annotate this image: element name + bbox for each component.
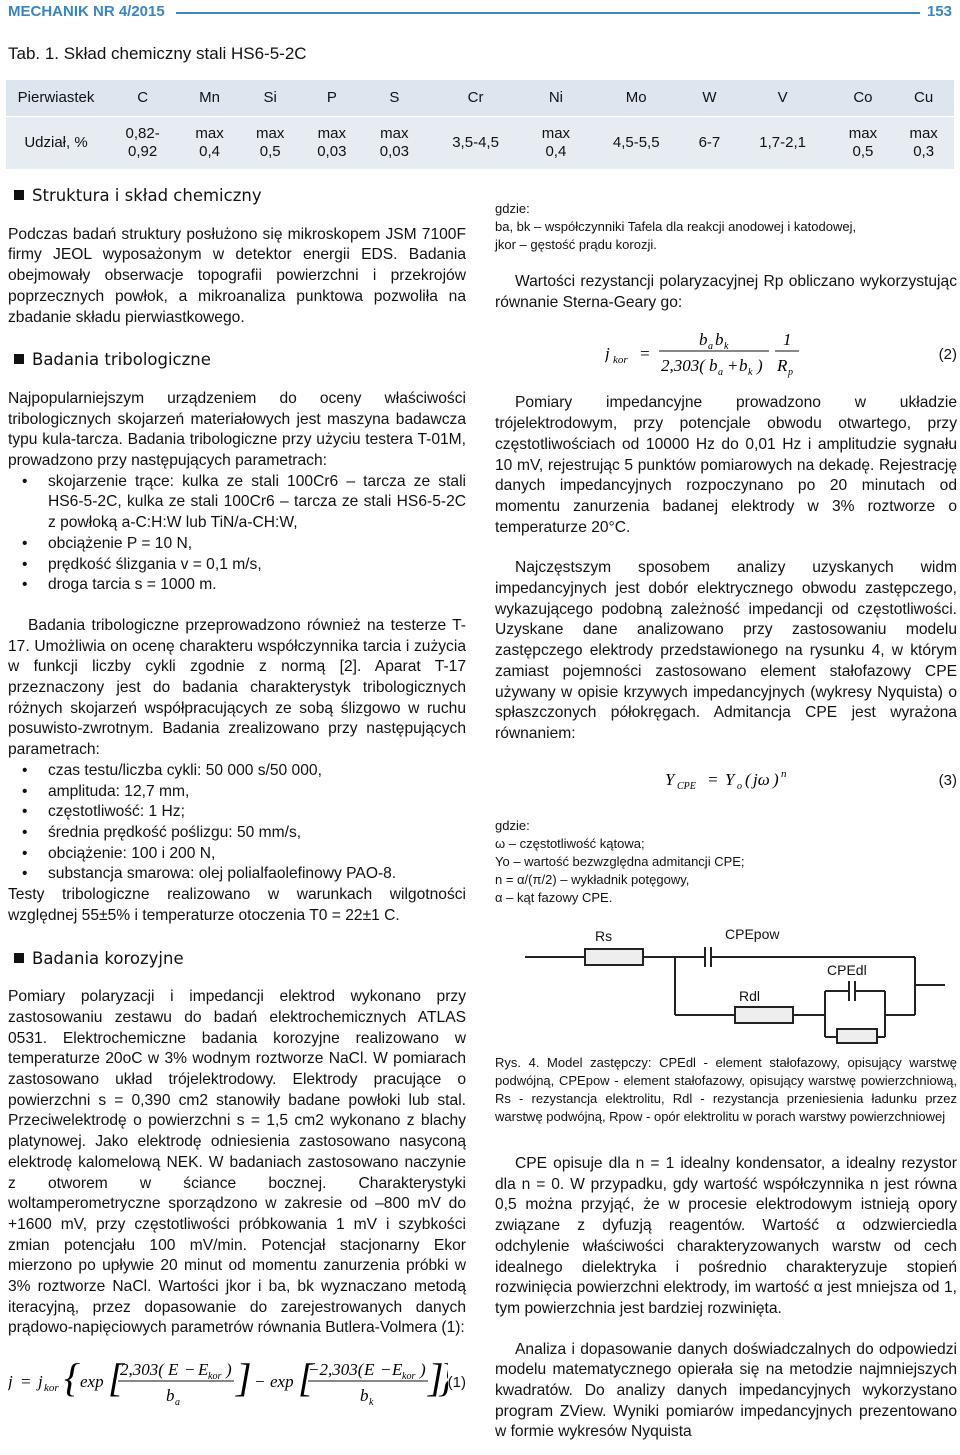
square-bullet-icon: [14, 190, 24, 200]
element-header: Mn: [179, 80, 240, 117]
paragraph-analysis: Analiza i dopasowanie danych doświadczalnych do odpowiedzi modelu matematycznego opierała się na metodzie najmniejszych kwadratów. Do analizy danych impedancyjnych wykorzystano program ZView. Wyniki pomiarów impedancyjnych prezentowano w formie wykresów Nyquista: [495, 1340, 957, 1441]
svg-text:a: a: [718, 367, 723, 379]
svg-text:[: [: [108, 1355, 124, 1401]
element-value: max 0,5: [833, 117, 894, 170]
journal-title: MECHANIK NR 4/2015: [8, 3, 165, 20]
element-value: max 0,4: [179, 117, 240, 170]
svg-text:R: R: [777, 356, 788, 376]
element-value: max 0,5: [240, 117, 301, 170]
element-header: Cr: [426, 80, 526, 117]
svg-text:2,303(: 2,303(: [120, 1360, 164, 1380]
svg-text:jω: jω: [753, 769, 770, 789]
svg-text:exp: exp: [80, 1372, 104, 1392]
paragraph-impedance: Pomiary impedancyjne prowadzono w układzie trójelektrodowym, przy potencjale obwodu otwartego, przy częstotliwościach od 10000 Hz do 0,01 Hz i amplitudzie sygnału 10 mV, rejestrując 5 punktów pomiarowych na dekadę. Rejestrację danych impedancyjnych rozpoczynano po 20 minutach od momentu zanurzenia badanej elektrody w 3% roztworze o temperaturze 20°C.: [495, 394, 957, 536]
svg-text:b: b: [360, 1386, 369, 1406]
where-block-1: gdzie: ba, bk – współczynniki Tafela dla reakcji anodowej i katodowej, jkor – gęstość prądu korozji.: [495, 201, 857, 252]
section-title-corrosion: Badania korozyjne: [8, 949, 466, 970]
svg-text:a: a: [708, 341, 713, 353]
element-value: 1,7-2,1: [733, 117, 833, 170]
svg-text:Y: Y: [725, 769, 735, 789]
square-bullet-icon: [14, 953, 24, 963]
section-title-structure: Struktura i skład chemiczny: [8, 186, 466, 207]
paragraph-corrosion: Pomiary polaryzacji i impedancji elektrod wykonano przy zastosowaniu zestawu do badań elektrochemicznych ATLAS 0531. Elektrochemiczne badania korozyjne realizowano w temperaturze 20oC w 3% wodnym roztworze NaCl. W pomiarach zastosowano układ trójelektrodowy. Elektrody pracujące o powierzchni s = 0,390 cm2 stanowiły badane powłoki lub stal. Przeciwelektrodę o powierzchni s = 1,5 cm2 wykonano z blachy platynowej. Jako elektrodę odniesienia zastosowano nasyconą elektrodę kalomelową NEK. W badaniach zastosowano naczynie z otworem w ściance bocznej. Charakterystyki woltamperometryczne sporządzono w zakresie od –800 mV do +1600 mV, przy częstotliwości próbkowania 1 mV i szybkości zmian potencjału 100 mV/min. Potencjał stacjonarny Ekor mierzono po upływie 20 minut od momentu zanurzenia próbki w 3% roztworze NaCl. Wartości jkor i ba, bk wyznaczano metodą iteracyjną, przez dopasowanie do zarejestrowanych danych prądowo-napięciowych parametrów równania Butlera-Volmera (1):: [8, 988, 466, 1337]
paragraph-resistance: Wartości rezystancji polaryzacyjnej Rp obliczano wykorzystując równanie Sterna-Geary go:: [495, 273, 957, 311]
table-caption: Tab. 1. Skład chemiczny stali HS6-5-2C: [8, 44, 307, 63]
element-header: Si: [240, 80, 301, 117]
svg-text:): ): [773, 769, 779, 789]
figure-caption: Rys. 4. Model zastępczy: CPEdl - element stałofazowy, opisujący warstwę podwójną, CPEpow - element stałofazowy, opisujący warstwę powierzchniową, Rs - rezystancja elektrolitu, Rdl - rezystancja przeniesienia ładunku przez warstwę podwójną, Rpow - opór elektrolitu w porach warstwy powierzchniowej: [495, 1055, 957, 1124]
paragraph-circuit: Najczęstszym sposobem analizy uzyskanych widm impedancyjnych jest dobór elektrycznego obwodu zastępczego, wykazującego podobną zależność impedancji od częstotliwości. Uzyskane dane analizowano przy zastosowaniu modelu zastępczego elektrody przedstawionego na rysunku 4, w którym zamiast pojemności zastosowano element stałofazowy CPE używany w opisie krzywych impedancyjnych (wykresy Nyquista) o spłaszczonych półokręgach. Admitancja CPE jest wyrażona równaniem:: [495, 559, 957, 742]
svg-text:o: o: [737, 780, 742, 792]
svg-text:E: E: [364, 1360, 375, 1380]
svg-text:k: k: [724, 341, 729, 353]
svg-text:): ): [226, 1360, 232, 1380]
equation-2: [495, 327, 957, 383]
header-rule: [176, 12, 920, 14]
element-header: Ni: [526, 80, 587, 117]
table-row-label: Udział, %: [6, 117, 106, 170]
section-title-tribology: Badania tribologiczne: [8, 350, 466, 371]
svg-text:): ): [757, 356, 763, 376]
svg-text:p: p: [788, 367, 793, 379]
svg-text:kor: kor: [208, 1371, 222, 1383]
stern-geary-formula: [605, 327, 905, 383]
square-bullet-icon: [14, 354, 24, 364]
equation-1-number: (1): [447, 1374, 466, 1392]
svg-text:b: b: [699, 330, 708, 350]
element-value: 3,5-4,5: [426, 117, 526, 170]
element-header: Cu: [893, 80, 954, 117]
svg-text:1: 1: [783, 330, 792, 350]
element-header: V: [733, 80, 833, 117]
svg-text:exp: exp: [270, 1372, 294, 1392]
list-item: • amplituda: 12,7 mm,: [8, 782, 466, 803]
element-value: max 0,3: [893, 117, 954, 170]
element-value: max 0,03: [301, 117, 364, 170]
svg-text:n: n: [781, 767, 787, 780]
svg-text:=: =: [20, 1372, 32, 1392]
paragraph-tribology-3: Testy tribologiczne realizowano w warunkach wilgotności względnej 55±5% i temperaturze otoczenia T0 = 22±1 C.: [8, 886, 466, 924]
element-header: C: [106, 80, 179, 117]
svg-text:Y: Y: [665, 769, 675, 789]
svg-text:}: [438, 1355, 448, 1400]
svg-text:=: =: [639, 344, 651, 364]
page-number: 153: [926, 3, 952, 20]
element-header: Co: [833, 80, 894, 117]
equation-1: [8, 1353, 466, 1409]
label-cpe-dl: CPEdl: [827, 962, 867, 978]
list-item: • obciążenie P = 10 N,: [8, 534, 466, 555]
equation-3-number: (3): [938, 771, 957, 789]
left-column: [8, 186, 466, 1409]
svg-text:=: =: [707, 769, 719, 789]
label-rs: Rs: [595, 928, 613, 944]
paragraph-tribology-2: Badania tribologiczne przeprowadzono również na testerze T-17. Umożliwia on ocenę charakteru współczynnika tarcia i zużycia w funkcji liczby cykli zgodnie z normą [2]. Aparat T-17 przeznaczony jest do badania charakterystyk tribologicznych różnych skojarzeń współpracujących ze sobą ślizgowo w ruchu posuwisto-zwrotnym. Badania zrealizowano przy następujących parametrach:: [8, 616, 466, 759]
label-r-dl: Rdl: [739, 988, 761, 1004]
table-header-row: [6, 80, 954, 117]
svg-text:b: b: [715, 330, 724, 350]
list-item: • skojarzenie trące: kulka ze stali 100Cr6 – tarcza ze stali HS6-5-2C, kulka ze stali 100Cr6 – tarcza ze stali HS6-5-2C z powłoką a-C:H:W lub TiN/a-CH:W,: [8, 472, 466, 534]
svg-text:(: (: [745, 769, 751, 789]
element-header: P: [301, 80, 364, 117]
svg-text:): ): [420, 1360, 426, 1380]
params-list-2: [8, 761, 466, 885]
element-header: W: [686, 80, 732, 117]
page-header: [0, 0, 960, 26]
equation-3: [495, 759, 957, 799]
table-row-label: Pierwiastek: [6, 80, 106, 117]
element-header: Mo: [586, 80, 686, 117]
equivalent-circuit-diagram: [525, 925, 945, 1045]
paragraph-tribology-1: Najpopularniejszym urządzeniem do oceny właściwości tribologicznych skojarzeń materiałowych jest maszyna badawcza typu kula-tarcza. Badania tribologiczne przy użyciu testera T-01M, prowadzono przy następujących parametrach:: [8, 389, 466, 470]
element-value: 0,82- 0,92: [106, 117, 179, 170]
element-value: 6-7: [686, 117, 732, 170]
svg-text:E: E: [168, 1360, 179, 1380]
element-value: max 0,4: [526, 117, 587, 170]
svg-text:−: −: [184, 1360, 196, 1380]
equation-2-number: (2): [938, 346, 957, 364]
svg-text:kor: kor: [44, 1382, 59, 1395]
svg-text:]: ]: [428, 1355, 444, 1401]
svg-text:b: b: [709, 356, 718, 376]
list-item: • prędkość ślizgania v = 0,1 m/s,: [8, 555, 466, 576]
svg-text:[: [: [298, 1355, 314, 1401]
svg-text:E: E: [198, 1360, 209, 1380]
svg-text:]: ]: [236, 1355, 252, 1401]
svg-text:E: E: [392, 1360, 403, 1380]
svg-text:j: j: [8, 1372, 13, 1392]
svg-text:−2,303(: −2,303(: [308, 1360, 364, 1380]
list-item: • droga tarcia s = 1000 m.: [8, 575, 466, 596]
svg-text:kor: kor: [402, 1371, 416, 1383]
paragraph-structure: Podczas badań struktury posłużono się mikroskopem JSM 7100F firmy JEOL wyposażonym w detektor energii EDS. Badania obejmowały obserwacje topografii powierzchni i przekrojów poprzecznych powłok, a mikroanaliza punktowa pozwoliła na zbadanie składu pierwiastkowego.: [8, 225, 466, 326]
element-header: S: [363, 80, 426, 117]
list-item: • czas testu/liczba cykli: 50 000 s/50 000,: [8, 761, 466, 782]
svg-text:−: −: [380, 1360, 392, 1380]
element-value: 4,5-5,5: [586, 117, 686, 170]
params-list-1: [8, 472, 466, 596]
composition-table: [6, 80, 954, 169]
list-item: • średnia prędkość poślizgu: 50 mm/s,: [8, 823, 466, 844]
svg-text:2,303(: 2,303(: [661, 356, 705, 376]
svg-text:a: a: [175, 1397, 180, 1409]
svg-text:CPE: CPE: [677, 780, 696, 792]
where-block-2: gdzie: ω – częstotliwość kątowa; Yo – wartość bezwzględna admitancji CPE; n = α/(π/2) – wykładnik potęgowy, α – kąt fazowy CPE.: [495, 817, 745, 905]
list-item: • obciążenie: 100 i 200 N,: [8, 844, 466, 865]
svg-text:−: −: [254, 1372, 266, 1392]
label-cpe-pow: CPEpow: [725, 926, 780, 942]
svg-text:+: +: [727, 356, 739, 376]
svg-text:k: k: [748, 367, 753, 379]
right-column-lower: [495, 1154, 957, 1443]
svg-text:j: j: [605, 344, 610, 364]
svg-text:b: b: [166, 1386, 175, 1406]
cpe-formula: [665, 759, 885, 799]
svg-text:{: {: [64, 1355, 80, 1401]
list-item: • częstotliwość: 1 Hz;: [8, 802, 466, 823]
svg-text:kor: kor: [613, 354, 628, 367]
butler-volmer-formula: [8, 1353, 448, 1409]
table-value-row: [6, 117, 954, 170]
list-item: • substancja smarowa: olej polialfaolefinowy PAO-8.: [8, 864, 466, 885]
element-value: max 0,03: [363, 117, 426, 170]
svg-text:b: b: [739, 356, 748, 376]
right-column: [495, 200, 957, 907]
paragraph-cpe: CPE opisuje dla n = 1 idealny kondensator, a idealny rezystor dla n = 0. W przypadku, gdy wartość współczynnika n jest równa 0,5 można przyjąć, że w procesie elektrodowym istnieją opory związane z dyfuzją reagentów. Wartość α odzwierciedla odchylenie właściwości charakteryzowanych warstw od cech idealnego dielektryka i pośrednio charakteryzuje stopień rozwinięcia powierzchni elektrody, im wartość α jest mniejsza od 1, tym powierzchnia jest bardziej rozwinięta.: [495, 1155, 957, 1317]
svg-text:k: k: [369, 1397, 374, 1409]
svg-text:j: j: [38, 1372, 43, 1392]
